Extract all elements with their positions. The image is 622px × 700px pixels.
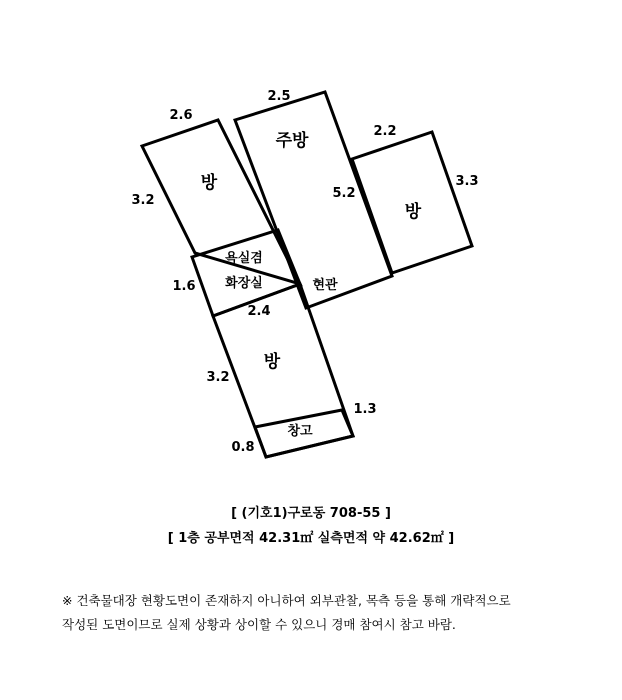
room-bottom-label: 방	[263, 352, 281, 372]
room-top-left-label: 방	[200, 173, 218, 193]
room-right-label: 방	[404, 202, 422, 222]
dim-bath-height: 1.6	[172, 279, 196, 294]
dim-bottom-height: 3.2	[206, 370, 230, 385]
room-bottom-outline	[213, 284, 353, 457]
dim-kitchen-height: 5.2	[332, 186, 356, 201]
dim-top-left-width: 2.6	[169, 108, 193, 123]
disclaimer-line-2: 작성된 도면이므로 실제 상황과 상이할 수 있으니 경매 참여시 참고 바람.	[62, 617, 456, 632]
entrance-label: 현관	[312, 278, 338, 293]
storage-label: 창고	[287, 424, 313, 439]
kitchen-label: 주방	[275, 131, 309, 151]
property-caption: [ (기호1)구로동 708-55 ]	[231, 506, 391, 521]
dim-kitchen-width: 2.5	[267, 89, 291, 104]
bathroom-label-line2: 화장실	[225, 276, 263, 291]
bathroom-label-line1: 욕실겸	[225, 251, 263, 266]
dim-storage-width: 1.3	[353, 402, 377, 417]
area-caption: [ 1층 공부면적 42.31㎡ 실측면적 약 42.62㎡ ]	[167, 531, 455, 546]
dim-right-width: 2.2	[373, 124, 397, 139]
disclaimer-line-1: ※ 건축물대장 현황도면이 존재하지 아니하여 외부관찰, 목측 등을 통해 개략적으로	[62, 593, 511, 608]
dim-storage-height: 0.8	[231, 440, 255, 455]
dim-right-height: 3.3	[455, 174, 479, 189]
dim-top-left-height: 3.2	[131, 193, 155, 208]
dim-bottom-width: 2.4	[247, 304, 271, 319]
